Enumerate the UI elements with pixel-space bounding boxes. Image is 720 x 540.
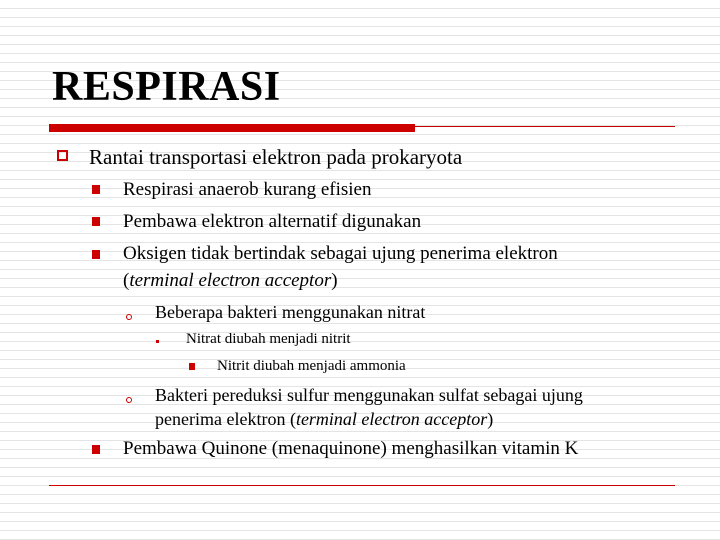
ring-bullet-icon xyxy=(126,397,132,403)
sub-bullet-1: Beberapa bakteri menggunakan nitrat xyxy=(155,302,426,322)
square-bullet-icon xyxy=(92,250,100,259)
sub-bullet-2-line2: penerima elektron (terminal electron acceptor) xyxy=(155,409,494,429)
bullet-item-1: Respirasi anaerob kurang efisien xyxy=(123,179,372,200)
bullet-item-3: Oksigen tidak bertindak sebagai ujung penerima elektron xyxy=(123,243,558,264)
ring-bullet-icon xyxy=(126,314,132,320)
bullet-item-2: Pembawa elektron alternatif digunakan xyxy=(123,211,422,232)
hollow-square-bullet-icon xyxy=(57,150,68,161)
title-underline-rule xyxy=(49,126,675,127)
sub-sub-sub-bullet-1: Nitrit diubah menjadi ammonia xyxy=(217,358,406,374)
sub-bullet-2-line1: Bakteri pereduksi sulfur menggunakan sulfat sebagai ujung xyxy=(155,385,583,405)
bottom-rule xyxy=(49,485,675,486)
bullet-item-3-continuation: (terminal electron acceptor) xyxy=(123,270,338,291)
dot-bullet-icon xyxy=(156,340,159,343)
square-bullet-icon xyxy=(92,185,100,194)
bullet-level1: Rantai transportasi elektron pada prokaryota xyxy=(89,145,463,169)
small-square-bullet-icon xyxy=(189,363,195,370)
sub-sub-bullet-1: Nitrat diubah menjadi nitrit xyxy=(186,331,351,347)
bullet-item-4: Pembawa Quinone (menaquinone) menghasilkan vitamin K xyxy=(123,438,579,459)
square-bullet-icon xyxy=(92,445,100,454)
square-bullet-icon xyxy=(92,217,100,226)
slide-title: RESPIRASI xyxy=(52,64,281,110)
